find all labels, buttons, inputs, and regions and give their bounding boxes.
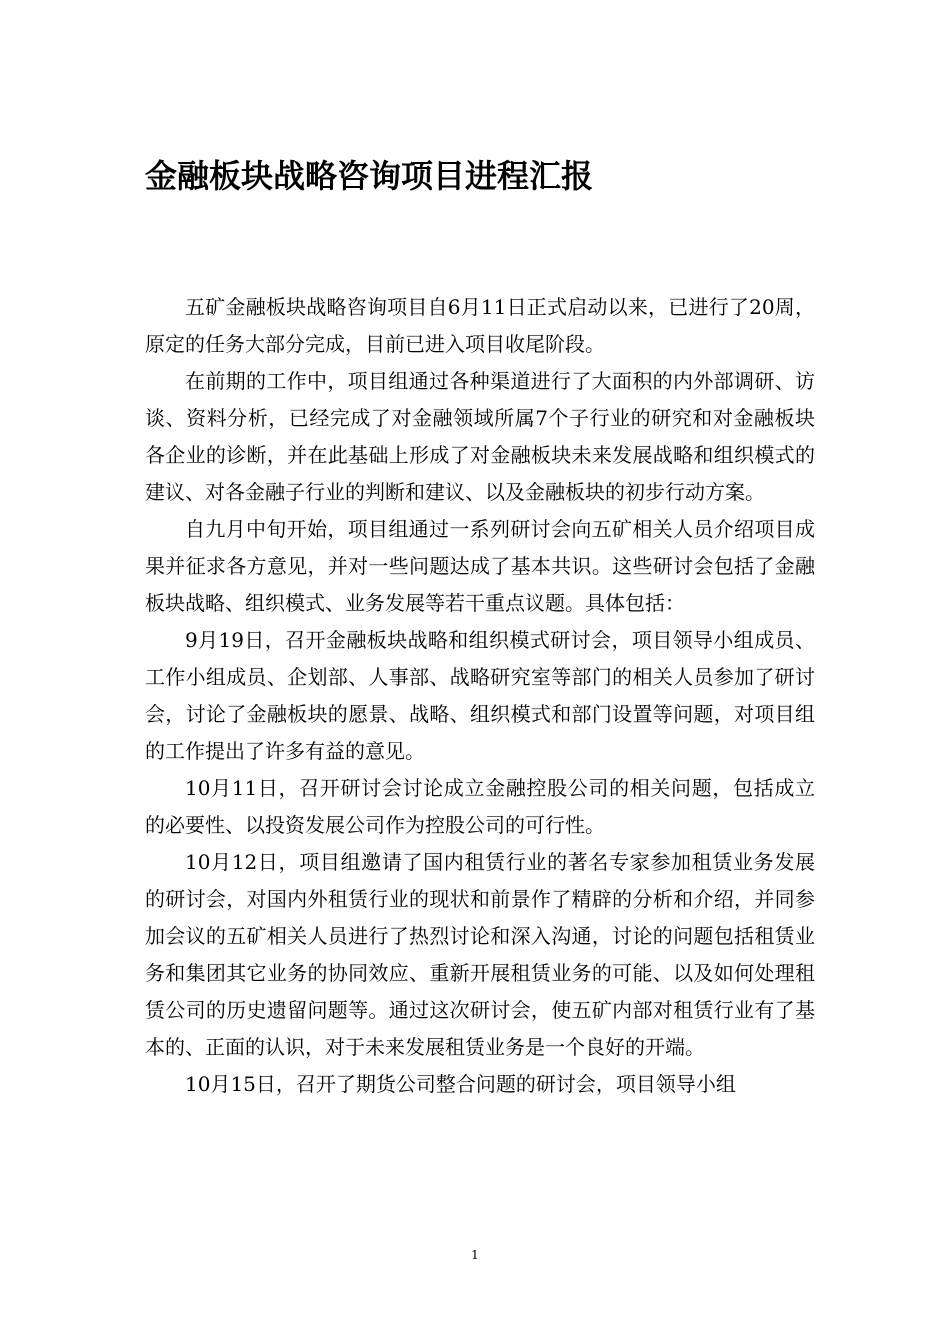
paragraph-project-start: 五矿金融板块战略咨询项目自6月11日正式启动以来，已进行了20周，原定的任务大部分完成，目前已进入项目收尾阶段。 bbox=[145, 295, 815, 356]
paragraph-early-work: 在前期的工作中，项目组通过各种渠道进行了大面积的内外部调研、访谈、资料分析，已经完成了对金融领域所属7个子行业的研究和对金融板块各企业的诊断，并在此基础上形成了对金融板块未来发展战略和组织模式的建议、对各金融子行业的判断和建议、以及金融板块的初步行动方案。 bbox=[145, 369, 815, 504]
paragraph-sep-19: 9月19日，召开金融板块战略和组织模式研讨会，项目领导小组成员、工作小组成员、企划部、人事部、战略研究室等部门的相关人员参加了研讨会，讨论了金融板块的愿景、战略、组织模式和部门设置等问题，对项目组的工作提出了许多有益的意见。 bbox=[145, 628, 815, 763]
paragraph-seminars-intro: 自九月中旬开始，项目组通过一系列研讨会向五矿相关人员介绍项目成果并征求各方意见，并对一些问题达成了基本共识。这些研讨会包括了金融板块战略、组织模式、业务发展等若干重点议题。具体包括： bbox=[145, 517, 815, 615]
document-title: 金融板块战略咨询项目进程汇报 bbox=[145, 157, 594, 195]
paragraph-oct-15: 10月15日，召开了期货公司整合问题的研讨会，项目领导小组 bbox=[185, 1072, 736, 1096]
document-body bbox=[145, 289, 815, 1103]
paragraph-oct-11: 10月11日，召开研讨会讨论成立金融控股公司的相关问题，包括成立的必要性、以投资发展公司作为控股公司的可行性。 bbox=[145, 776, 815, 837]
page-number: 1 bbox=[471, 1248, 479, 1262]
paragraph-oct-12: 10月12日，项目组邀请了国内租赁行业的著名专家参加租赁业务发展的研讨会，对国内外租赁行业的现状和前景作了精辟的分析和介绍，并同参加会议的五矿相关人员进行了热烈讨论和深入沟通，讨论的问题包括租赁业务和集团其它业务的协同效应、重新开展租赁业务的可能、以及如何处理租赁公司的历史遗留问题等。通过这次研讨会，使五矿内部对租赁行业有了基本的、正面的认识，对于未来发展租赁业务是一个良好的开端。 bbox=[145, 850, 815, 1059]
